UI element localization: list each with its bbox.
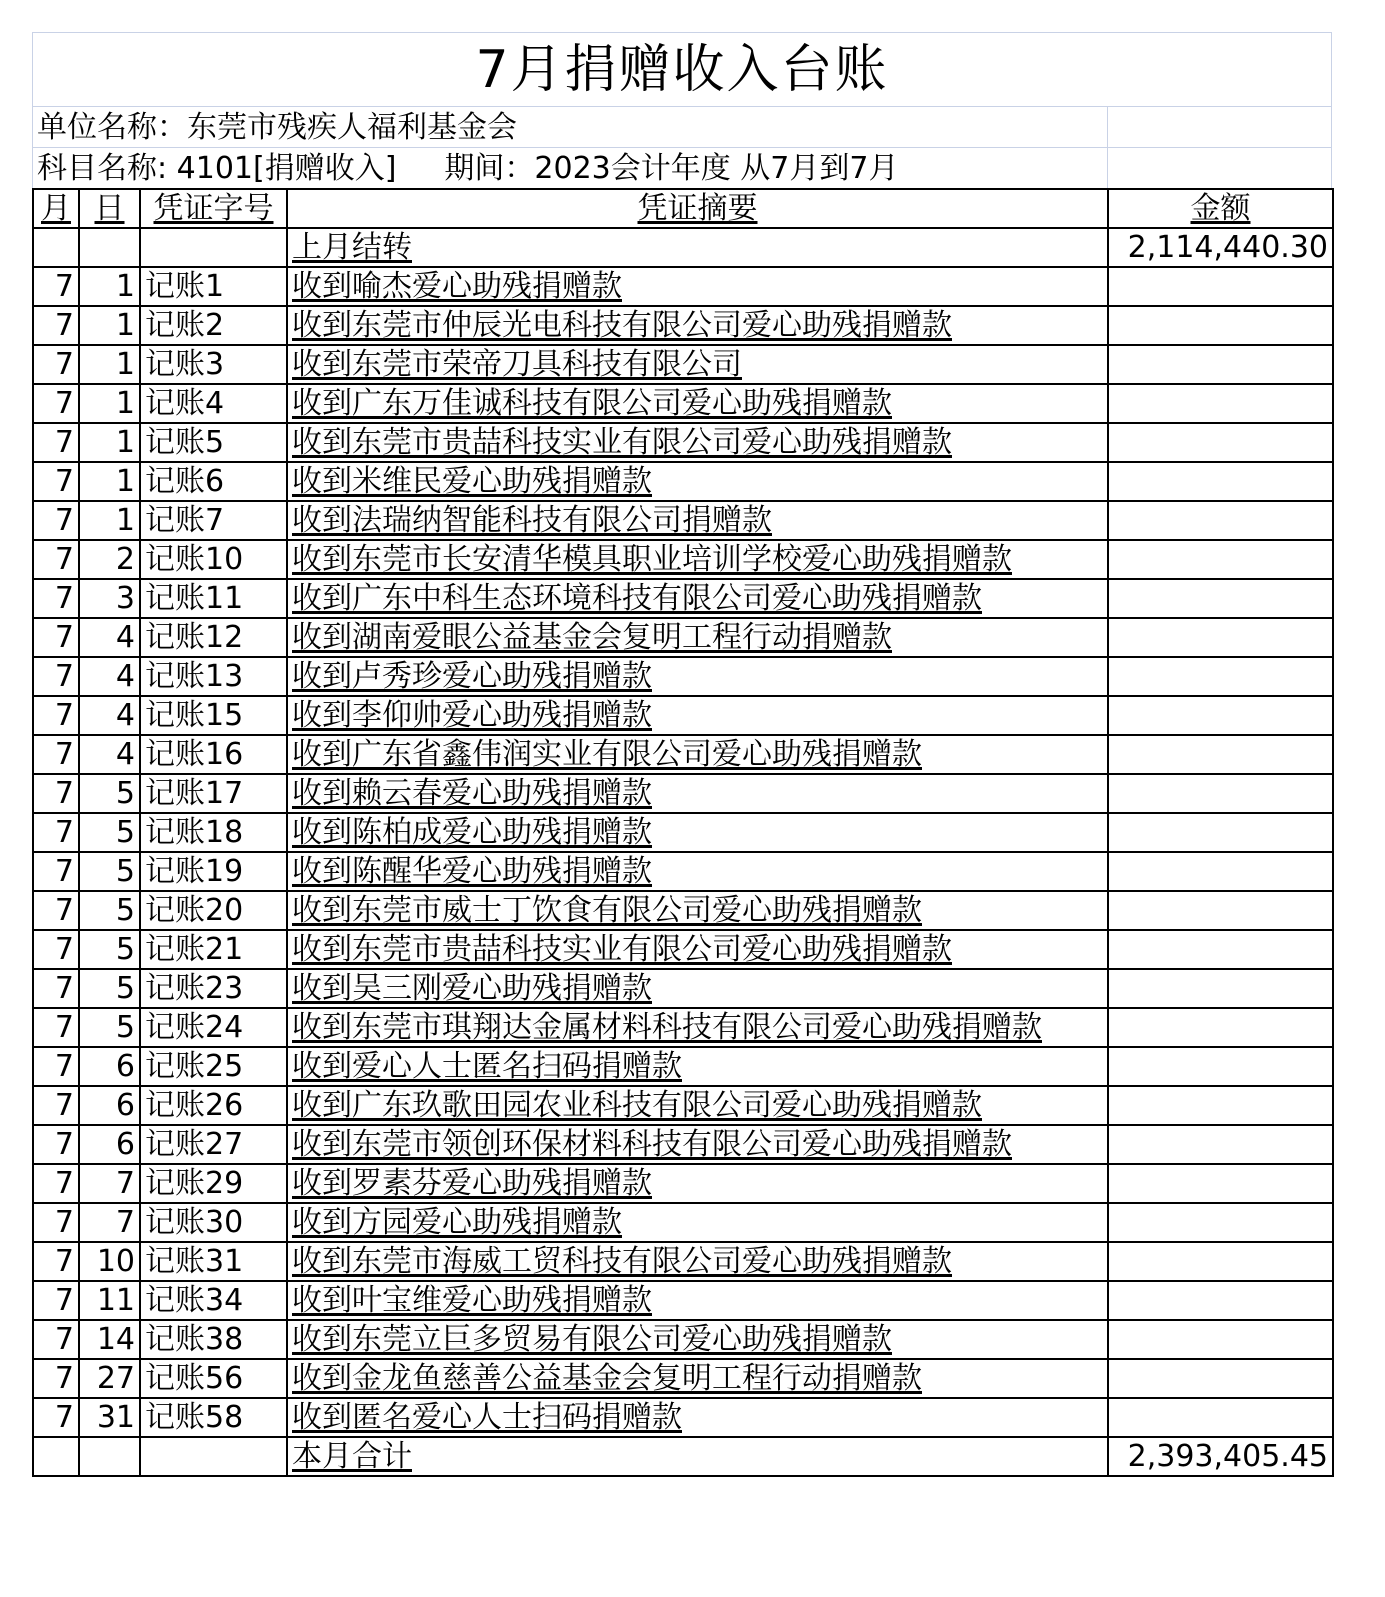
amount-cell[interactable] — [1108, 501, 1333, 540]
month-cell[interactable]: 7 — [33, 306, 79, 345]
voucher-cell[interactable]: 记账2 — [140, 306, 287, 345]
unit-cell[interactable] — [32, 106, 1107, 147]
total-month-cell[interactable] — [33, 1437, 79, 1476]
month-cell[interactable]: 7 — [33, 384, 79, 423]
voucher-cell[interactable]: 记账20 — [140, 891, 287, 930]
subject-row — [32, 147, 1332, 188]
voucher-cell[interactable]: 记账24 — [140, 1008, 287, 1047]
header-voucher-label: 凭证字号 — [153, 191, 274, 226]
amount-cell[interactable] — [1108, 813, 1333, 852]
voucher-cell[interactable]: 记账3 — [140, 345, 287, 384]
total-voucher-cell[interactable] — [140, 1437, 287, 1476]
amount-cell[interactable] — [1108, 1281, 1333, 1320]
summary-cell[interactable]: 收到方园爱心助残捐赠款 — [287, 1203, 1108, 1242]
summary-cell[interactable]: 收到吴三刚爱心助残捐赠款 — [287, 969, 1108, 1008]
day-cell[interactable]: 31 — [79, 1398, 140, 1437]
voucher-cell[interactable]: 记账21 — [140, 930, 287, 969]
month-cell[interactable]: 7 — [33, 1203, 79, 1242]
day-cell[interactable]: 6 — [79, 1086, 140, 1125]
table-row — [33, 1164, 1333, 1203]
summary-cell[interactable]: 收到陈醒华爱心助残捐赠款 — [287, 852, 1108, 891]
report-title: 7月捐赠收入台账 — [475, 39, 889, 100]
day-cell[interactable]: 6 — [79, 1047, 140, 1086]
total-amount-cell[interactable]: 2,393,405.45 — [1108, 1437, 1333, 1476]
ledger-sheet — [32, 32, 1332, 1477]
table-row — [33, 1086, 1333, 1125]
table-row — [33, 696, 1333, 735]
amount-cell[interactable] — [1108, 1320, 1333, 1359]
month-cell[interactable]: 7 — [33, 657, 79, 696]
opening-month-cell[interactable] — [33, 228, 79, 267]
header-voucher[interactable] — [140, 189, 287, 228]
table-row — [33, 462, 1333, 501]
voucher-cell[interactable]: 记账5 — [140, 423, 287, 462]
voucher-cell[interactable]: 记账25 — [140, 1047, 287, 1086]
month-cell[interactable]: 7 — [33, 501, 79, 540]
day-cell[interactable]: 7 — [79, 1164, 140, 1203]
summary-cell[interactable]: 收到金龙鱼慈善公益基金会复明工程行动捐赠款 — [287, 1359, 1108, 1398]
table-row — [33, 852, 1333, 891]
day-cell[interactable]: 11 — [79, 1281, 140, 1320]
day-cell[interactable]: 5 — [79, 1008, 140, 1047]
day-cell[interactable]: 1 — [79, 384, 140, 423]
day-cell[interactable]: 5 — [79, 969, 140, 1008]
voucher-cell[interactable]: 记账31 — [140, 1242, 287, 1281]
month-cell[interactable]: 7 — [33, 1398, 79, 1437]
total-row — [33, 1437, 1333, 1476]
header-day-label: 日 — [94, 191, 125, 226]
amount-cell[interactable] — [1108, 579, 1333, 618]
amount-cell[interactable] — [1108, 891, 1333, 930]
summary-cell[interactable]: 收到叶宝维爱心助残捐赠款 — [287, 1281, 1108, 1320]
day-cell[interactable]: 4 — [79, 696, 140, 735]
unit-side-cell[interactable] — [1107, 106, 1332, 147]
month-cell[interactable]: 7 — [33, 735, 79, 774]
month-cell[interactable]: 7 — [33, 852, 79, 891]
summary-cell[interactable]: 收到东莞市荣帝刀具科技有限公司 — [287, 345, 1108, 384]
day-cell[interactable]: 1 — [79, 345, 140, 384]
day-cell[interactable]: 5 — [79, 813, 140, 852]
summary-cell[interactable]: 收到东莞市琪翔达金属材料科技有限公司爱心助残捐赠款 — [287, 1008, 1108, 1047]
header-day[interactable] — [79, 189, 140, 228]
month-cell[interactable]: 7 — [33, 1008, 79, 1047]
summary-cell[interactable]: 收到湖南爱眼公益基金会复明工程行动捐赠款 — [287, 618, 1108, 657]
unit-row — [32, 106, 1332, 147]
table-row — [33, 1281, 1333, 1320]
table-row — [33, 657, 1333, 696]
table-row — [33, 969, 1333, 1008]
month-cell[interactable]: 7 — [33, 423, 79, 462]
month-cell[interactable]: 7 — [33, 930, 79, 969]
amount-cell[interactable] — [1108, 1359, 1333, 1398]
table-row — [33, 1203, 1333, 1242]
voucher-cell[interactable]: 记账38 — [140, 1320, 287, 1359]
voucher-cell[interactable]: 记账18 — [140, 813, 287, 852]
summary-cell[interactable]: 收到爱心人士匿名扫码捐赠款 — [287, 1047, 1108, 1086]
month-cell[interactable]: 7 — [33, 267, 79, 306]
day-cell[interactable]: 5 — [79, 930, 140, 969]
month-cell[interactable]: 7 — [33, 1242, 79, 1281]
summary-cell[interactable]: 收到赖云春爱心助残捐赠款 — [287, 774, 1108, 813]
table-row — [33, 735, 1333, 774]
month-cell[interactable]: 7 — [33, 774, 79, 813]
header-amount[interactable] — [1108, 189, 1333, 228]
voucher-cell[interactable]: 记账10 — [140, 540, 287, 579]
table-row — [33, 618, 1333, 657]
voucher-cell[interactable]: 记账19 — [140, 852, 287, 891]
day-cell[interactable]: 2 — [79, 540, 140, 579]
table-row — [33, 1125, 1333, 1164]
amount-cell[interactable] — [1108, 267, 1333, 306]
month-cell[interactable]: 7 — [33, 1320, 79, 1359]
opening-summary-cell[interactable]: 上月结转 — [287, 228, 1108, 267]
subject-side-cell[interactable] — [1107, 147, 1332, 188]
voucher-cell[interactable]: 记账34 — [140, 1281, 287, 1320]
table-row — [33, 774, 1333, 813]
summary-cell[interactable]: 收到法瑞纳智能科技有限公司捐赠款 — [287, 501, 1108, 540]
table-row — [33, 1398, 1333, 1437]
table-header-row — [33, 189, 1333, 228]
amount-cell[interactable] — [1108, 1242, 1333, 1281]
amount-cell[interactable] — [1108, 384, 1333, 423]
voucher-cell[interactable]: 记账6 — [140, 462, 287, 501]
day-cell[interactable]: 6 — [79, 1125, 140, 1164]
summary-cell[interactable]: 收到米维民爱心助残捐赠款 — [287, 462, 1108, 501]
voucher-cell[interactable]: 记账23 — [140, 969, 287, 1008]
summary-cell[interactable]: 收到陈柏成爱心助残捐赠款 — [287, 813, 1108, 852]
day-cell[interactable]: 5 — [79, 774, 140, 813]
day-cell[interactable]: 10 — [79, 1242, 140, 1281]
summary-cell[interactable]: 收到东莞立巨多贸易有限公司爱心助残捐赠款 — [287, 1320, 1108, 1359]
amount-cell[interactable] — [1108, 1008, 1333, 1047]
month-cell[interactable]: 7 — [33, 618, 79, 657]
voucher-cell[interactable]: 记账1 — [140, 267, 287, 306]
ledger-table — [32, 188, 1334, 1477]
summary-cell[interactable]: 收到广东万佳诚科技有限公司爱心助残捐赠款 — [287, 384, 1108, 423]
total-summary-cell[interactable]: 本月合计 — [287, 1437, 1108, 1476]
amount-cell[interactable] — [1108, 345, 1333, 384]
table-row — [33, 1242, 1333, 1281]
amount-cell[interactable] — [1108, 1398, 1333, 1437]
month-cell[interactable]: 7 — [33, 891, 79, 930]
month-cell[interactable]: 7 — [33, 1359, 79, 1398]
summary-cell[interactable]: 收到匿名爱心人士扫码捐赠款 — [287, 1398, 1108, 1437]
table-row — [33, 579, 1333, 618]
header-summary-label: 凭证摘要 — [637, 191, 758, 226]
voucher-cell[interactable]: 记账7 — [140, 501, 287, 540]
period-label: 期间：2023会计年度 从7月到7月 — [444, 151, 899, 186]
amount-cell[interactable] — [1108, 540, 1333, 579]
summary-cell[interactable]: 收到东莞市领创环保材料科技有限公司爱心助残捐赠款 — [287, 1125, 1108, 1164]
month-cell[interactable]: 7 — [33, 1047, 79, 1086]
voucher-cell[interactable]: 记账17 — [140, 774, 287, 813]
table-row — [33, 501, 1333, 540]
summary-cell[interactable]: 收到东莞市长安清华模具职业培训学校爱心助残捐赠款 — [287, 540, 1108, 579]
month-cell[interactable]: 7 — [33, 813, 79, 852]
table-row — [33, 891, 1333, 930]
amount-cell[interactable] — [1108, 696, 1333, 735]
day-cell[interactable]: 5 — [79, 891, 140, 930]
unit-name-label: 单位名称：东莞市残疾人福利基金会 — [37, 110, 517, 145]
table-row — [33, 345, 1333, 384]
amount-cell[interactable] — [1108, 774, 1333, 813]
summary-cell[interactable]: 收到广东省鑫伟润实业有限公司爱心助残捐赠款 — [287, 735, 1108, 774]
voucher-cell[interactable]: 记账56 — [140, 1359, 287, 1398]
opening-day-cell[interactable] — [79, 228, 140, 267]
amount-cell[interactable] — [1108, 423, 1333, 462]
summary-cell[interactable]: 收到东莞市威士丁饮食有限公司爱心助残捐赠款 — [287, 891, 1108, 930]
opening-voucher-cell[interactable] — [140, 228, 287, 267]
month-cell[interactable]: 7 — [33, 540, 79, 579]
month-cell[interactable]: 7 — [33, 1281, 79, 1320]
day-cell[interactable]: 27 — [79, 1359, 140, 1398]
day-cell[interactable]: 4 — [79, 735, 140, 774]
title-cell[interactable] — [32, 32, 1332, 106]
voucher-cell[interactable]: 记账29 — [140, 1164, 287, 1203]
month-cell[interactable]: 7 — [33, 462, 79, 501]
summary-cell[interactable]: 收到东莞市海威工贸科技有限公司爱心助残捐赠款 — [287, 1242, 1108, 1281]
header-amount-label: 金额 — [1190, 191, 1251, 226]
month-cell[interactable]: 7 — [33, 1164, 79, 1203]
table-row — [33, 540, 1333, 579]
voucher-cell[interactable]: 记账13 — [140, 657, 287, 696]
amount-cell[interactable] — [1108, 1047, 1333, 1086]
month-cell[interactable]: 7 — [33, 696, 79, 735]
month-cell[interactable]: 7 — [33, 1125, 79, 1164]
table-row — [33, 1047, 1333, 1086]
day-cell[interactable]: 4 — [79, 657, 140, 696]
amount-cell[interactable] — [1108, 306, 1333, 345]
header-month[interactable] — [33, 189, 79, 228]
day-cell[interactable]: 14 — [79, 1320, 140, 1359]
day-cell[interactable]: 1 — [79, 267, 140, 306]
summary-cell[interactable]: 收到广东中科生态环境科技有限公司爱心助残捐赠款 — [287, 579, 1108, 618]
summary-cell[interactable]: 收到广东玖歌田园农业科技有限公司爱心助残捐赠款 — [287, 1086, 1108, 1125]
day-cell[interactable]: 4 — [79, 618, 140, 657]
voucher-cell[interactable]: 记账27 — [140, 1125, 287, 1164]
table-row — [33, 1320, 1333, 1359]
summary-cell[interactable]: 收到东莞市贵喆科技实业有限公司爱心助残捐赠款 — [287, 930, 1108, 969]
voucher-cell[interactable]: 记账30 — [140, 1203, 287, 1242]
subject-name-label: 科目名称: 4101[捐赠收入] — [37, 151, 397, 186]
table-row — [33, 267, 1333, 306]
voucher-cell[interactable]: 记账12 — [140, 618, 287, 657]
voucher-cell[interactable]: 记账4 — [140, 384, 287, 423]
summary-cell[interactable]: 收到东莞市贵喆科技实业有限公司爱心助残捐赠款 — [287, 423, 1108, 462]
header-summary[interactable] — [287, 189, 1108, 228]
month-cell[interactable]: 7 — [33, 1086, 79, 1125]
table-row — [33, 813, 1333, 852]
voucher-cell[interactable]: 记账16 — [140, 735, 287, 774]
voucher-cell[interactable]: 记账15 — [140, 696, 287, 735]
opening-balance-row — [33, 228, 1333, 267]
day-cell[interactable]: 1 — [79, 501, 140, 540]
summary-cell[interactable]: 收到李仰帅爱心助残捐赠款 — [287, 696, 1108, 735]
month-cell[interactable]: 7 — [33, 345, 79, 384]
day-cell[interactable]: 1 — [79, 306, 140, 345]
amount-cell[interactable] — [1108, 969, 1333, 1008]
voucher-cell[interactable]: 记账26 — [140, 1086, 287, 1125]
day-cell[interactable]: 3 — [79, 579, 140, 618]
voucher-cell[interactable]: 记账58 — [140, 1398, 287, 1437]
month-cell[interactable]: 7 — [33, 579, 79, 618]
table-row — [33, 384, 1333, 423]
amount-cell[interactable] — [1108, 1203, 1333, 1242]
amount-cell[interactable] — [1108, 735, 1333, 774]
summary-cell[interactable]: 收到东莞市仲辰光电科技有限公司爱心助残捐赠款 — [287, 306, 1108, 345]
title-row — [32, 32, 1332, 106]
amount-cell[interactable] — [1108, 657, 1333, 696]
table-row — [33, 306, 1333, 345]
day-cell[interactable]: 1 — [79, 462, 140, 501]
amount-cell[interactable] — [1108, 1125, 1333, 1164]
summary-cell[interactable]: 收到卢秀珍爱心助残捐赠款 — [287, 657, 1108, 696]
opening-amount-cell[interactable]: 2,114,440.30 — [1108, 228, 1333, 267]
table-row — [33, 423, 1333, 462]
amount-cell[interactable] — [1108, 1086, 1333, 1125]
subject-cell[interactable] — [32, 147, 1107, 188]
voucher-cell[interactable]: 记账11 — [140, 579, 287, 618]
amount-cell[interactable] — [1108, 462, 1333, 501]
total-day-cell[interactable] — [79, 1437, 140, 1476]
amount-cell[interactable] — [1108, 618, 1333, 657]
amount-cell[interactable] — [1108, 1164, 1333, 1203]
table-row — [33, 930, 1333, 969]
amount-cell[interactable] — [1108, 852, 1333, 891]
summary-cell[interactable]: 收到罗素芬爱心助残捐赠款 — [287, 1164, 1108, 1203]
day-cell[interactable]: 5 — [79, 852, 140, 891]
table-row — [33, 1359, 1333, 1398]
summary-cell[interactable]: 收到喻杰爱心助残捐赠款 — [287, 267, 1108, 306]
month-cell[interactable]: 7 — [33, 969, 79, 1008]
amount-cell[interactable] — [1108, 930, 1333, 969]
day-cell[interactable]: 1 — [79, 423, 140, 462]
day-cell[interactable]: 7 — [79, 1203, 140, 1242]
table-row — [33, 1008, 1333, 1047]
header-month-label: 月 — [41, 191, 71, 226]
